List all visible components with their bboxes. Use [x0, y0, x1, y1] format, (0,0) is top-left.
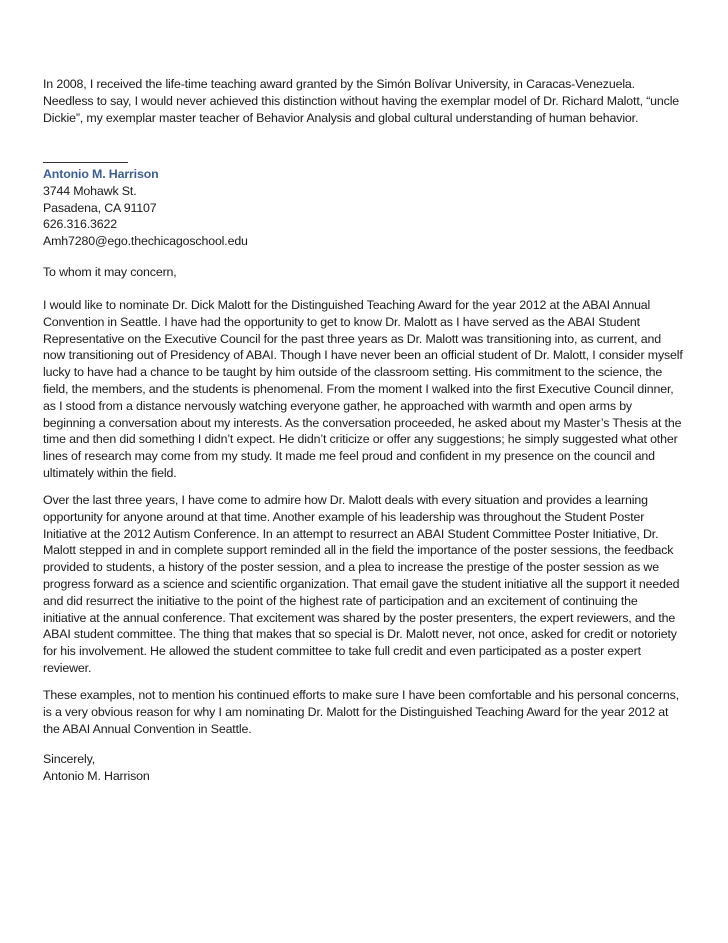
paragraph-3-text: These examples, not to mention his continued efforts to make sure I have been comfortable and his personal concerns, is a very obvious reason for why I am nominating Dr. Malott for the Distinguished Teaching Award for the year 2012 at the ABAI Annual Convention in Seattle.: [43, 688, 680, 736]
sender-email: Amh7280@ego.thechicagoschool.edu: [43, 234, 248, 249]
body-paragraph-2: [43, 492, 683, 677]
sender-city: Pasadena, CA 91107: [43, 200, 157, 215]
body-paragraph-3: [43, 687, 683, 737]
divider-rule: [43, 162, 128, 163]
sender-street: 3744 Mohawk St.: [43, 183, 137, 198]
sender-address-block: [43, 166, 683, 250]
closing-text: Sincerely,: [43, 752, 95, 766]
paragraph-1-text: I would like to nominate Dr. Dick Malott for the Distinguished Teaching Award for the year 2012 at the ABAI Annual Convention in Seattle. I have had the opportunity to get to know Dr. Malott as I have served as the ABAI Student Representative on the Executive Council for the past three years as Dr. Malott was transitioning into, as current, and now transitioning out of Presidency of ABAI. Though I have never been an official student of Dr. Malott, I consider myself lucky to have had a chance to be taught by him outside of the classroom setting. His commitment to the science, the field, the members, and the students is phenomenal. From the moment I walked into the first Executive Council dinner, as I stood from a distance nervously watching everyone gather, he approached with warmth and open arms by beginning a conversation about my interests. As the conversation proceeded, he asked about my Master’s Thesis at the time and then did something I didn’t expect. He didn’t criticize or offer any suggestions; he simply suggested what other lines of research may come from my study. It made me feel proud and confident in my presence on the council and ultimately within the field.: [43, 298, 683, 480]
salutation: [43, 264, 683, 281]
body-paragraph-1: [43, 297, 683, 482]
signature-name: Antonio M. Harrison: [43, 768, 150, 783]
closing-block: [43, 751, 683, 785]
sender-phone: 626.316.3622: [43, 217, 117, 232]
intro-text: In 2008, I received the life-time teaching award granted by the Simón Bolívar University, in Caracas-Venezuela. Needless to say, I would never achieved this distinction without having the exemplar model of Dr. Richard Malott, “uncle Dickie”, my exemplar master teacher of Behavior Analysis and global cultural understanding of human behavior.: [43, 77, 680, 125]
intro-paragraph: [43, 76, 683, 126]
salutation-text: To whom it may concern,: [43, 265, 177, 279]
paragraph-2-text: Over the last three years, I have come to admire how Dr. Malott deals with every situation and provides a learning opportunity for anyone around at that time. Another example of his leadership was throughout the Student Poster Initiative at the 2012 Autism Conference. In an attempt to resurrect an ABAI Student Committee Poster Initiative, Dr. Malott stepped in and in complete support reminded all in the field the importance of the poster sessions, the feedback provided to students, a history of the poster session, and a plea to increase the prestige of the poster session as we progress forward as a science and scientific organization. That email gave the student initiative all the support it needed and did resurrect the initiative to the point of the highest rate of participation and an excitement of continuing the initiative at the annual conference. That excitement was shared by the poster presenters, the expert reviewers, and the ABAI student committee. The thing that makes that so special is Dr. Malott never, not once, asked for credit or notoriety for his involvement. He allowed the student committee to take full credit and even participated as a poster expert reviewer.: [43, 493, 680, 675]
sender-name: Antonio M. Harrison: [43, 167, 159, 181]
